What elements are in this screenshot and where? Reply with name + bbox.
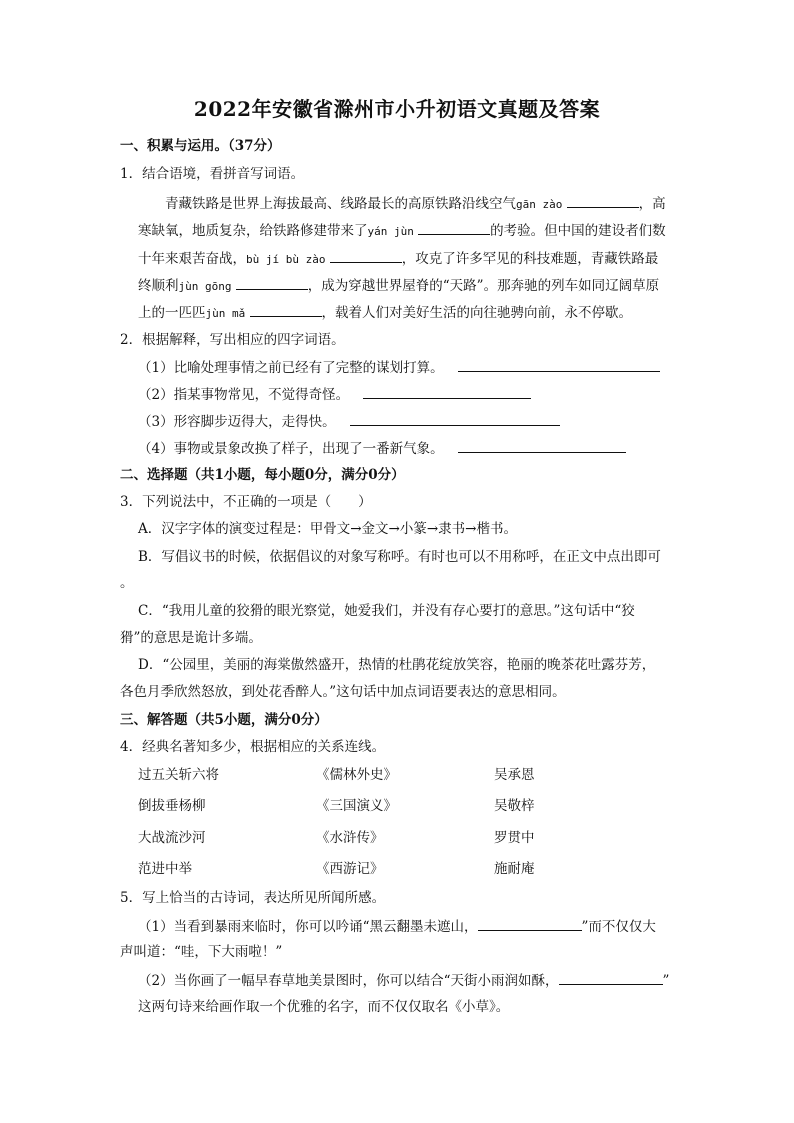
answer-blank[interactable]: [567, 193, 639, 208]
q5-item-2-line-1: [138, 970, 669, 991]
question-4-stem: 4．经典名著知多少，根据相应的关系连线。: [120, 739, 386, 755]
q4-book: 《水浒传》: [316, 830, 384, 846]
q1-text: 终顺利: [138, 278, 179, 294]
question-2-stem: 2．根据解释，写出相应的四字词语。: [120, 332, 345, 348]
document-title: 2022年安徽省滁州市小升初语文真题及答案: [193, 97, 601, 121]
q2-item-text: （1）比喻处理事情之前已经有了完整的谋划打算。: [138, 360, 444, 376]
answer-blank[interactable]: [363, 384, 531, 399]
q2-item-text: （4）事物或景象改换了样子，出现了一番新气象。: [138, 441, 444, 457]
q5-item-1-line-2: 声叫道：“哇，下大雨啦！”: [120, 944, 283, 960]
pinyin-jun-gong: jùn gōng: [178, 280, 232, 293]
section-heading-1: 一、积累与运用。（37分）: [120, 138, 281, 154]
q1-text: 上的一匹匹: [138, 305, 206, 321]
answer-blank[interactable]: [458, 438, 626, 453]
q1-text: ，载着人们对美好生活的向往驰骋向前，永不停歇。: [321, 305, 633, 321]
answer-blank[interactable]: [418, 220, 490, 235]
q4-book: 《三国演义》: [316, 798, 397, 814]
q4-author: 吴承恩: [494, 767, 535, 783]
q1-text: ，高: [638, 196, 666, 212]
q4-author: 施耐庵: [494, 861, 535, 877]
q3-option-a: A．汉字字体的演变过程是：甲骨文→金文→小篆→隶书→楷书。: [138, 521, 517, 537]
q1-text: ，攻克了许多罕见的科技难题，青藏铁路最: [401, 251, 659, 267]
answer-blank[interactable]: [458, 357, 660, 372]
q2-item-4: [138, 438, 626, 459]
q5-text: （2）当你画了一幅早春草地美景图时，你可以结合“天街小雨润如酥，: [138, 973, 559, 989]
q1-line-4: [138, 275, 659, 297]
q5-item-2-line-2: 这两句诗来给画作取一个优雅的名字，而不仅仅取名《小草》。: [138, 999, 510, 1015]
q4-author: 吴敬梓: [494, 798, 535, 814]
q2-item-text: （3）形容脚步迈得大，走得快。: [138, 414, 336, 430]
q2-item-text: （2）指某事物常见，不觉得奇怪。: [138, 387, 350, 403]
section-heading-3: 三、解答题（共5小题，满分0分）: [120, 712, 328, 728]
q4-event: 倒拔垂杨柳: [138, 798, 206, 814]
q4-book: 《西游记》: [316, 861, 384, 877]
answer-blank[interactable]: [236, 275, 308, 290]
pinyin-jun-ma: jùn mǎ: [205, 307, 246, 320]
pinyin-bu-ji-bu-zao: bù jí bù zào: [246, 253, 326, 266]
q3-option-c-line-2: 猾”的意思是诡计多端。: [120, 630, 262, 646]
q3-option-d-line-1: D．“公园里，美丽的海棠傲然盛开，热情的杜鹃花绽放笑容，艳丽的晚茶花吐露芬芳，: [138, 657, 656, 673]
q1-text: 十年来艰苦奋战，: [138, 251, 246, 267]
q4-event: 范进中举: [138, 861, 192, 877]
answer-blank[interactable]: [559, 970, 663, 985]
q5-text: ”: [662, 973, 670, 989]
question-1-stem: 1．结合语境，看拼音写词语。: [120, 166, 305, 182]
answer-blank[interactable]: [350, 411, 560, 426]
q4-author: 罗贯中: [494, 830, 535, 846]
q2-item-1: [138, 357, 660, 378]
q5-text: ”而不仅仅大: [581, 919, 656, 935]
q4-event: 大战流沙河: [138, 830, 206, 846]
q3-option-b-line-2: 。: [120, 575, 134, 591]
question-5-stem: 5．写上恰当的古诗词，表达所见所闻所感。: [120, 890, 386, 906]
q2-item-3: [138, 411, 560, 432]
q1-line-1: [165, 193, 666, 215]
q1-text: ，成为穿越世界屋脊的“天路”。那奔驰的列车如同辽阔草原: [307, 278, 660, 294]
q5-text: （1）当看到暴雨来临时，你可以吟诵“黑云翻墨未遮山，: [138, 919, 478, 935]
question-3-stem: 3．下列说法中，不正确的一项是（ ）: [120, 494, 372, 510]
answer-blank[interactable]: [478, 916, 582, 931]
q1-line-5: [138, 302, 632, 324]
q1-text: 的考验。但中国的建设者们数: [490, 223, 666, 239]
q3-option-d-line-2: 各色月季欣然怒放，到处花香醉人。”这句话中加点词语要表达的意思相同。: [120, 684, 566, 700]
answer-blank[interactable]: [330, 248, 402, 263]
answer-blank[interactable]: [250, 302, 322, 317]
q1-line-2: [138, 220, 666, 242]
q1-text: 青藏铁路是世界上海拔最高、线路最长的高原铁路沿线空气: [165, 196, 516, 212]
q3-option-b-line-1: B．写倡议书的时候，依据倡议的对象写称呼。有时也可以不用称呼，在正文中点出即可: [138, 549, 661, 565]
q1-line-3: [138, 248, 658, 270]
q4-event: 过五关斩六将: [138, 767, 219, 783]
q1-text: 寒缺氧，地质复杂，给铁路修建带来了: [138, 223, 368, 239]
q5-item-1-line-1: [138, 916, 656, 937]
q2-item-2: [138, 384, 531, 405]
q3-option-c-line-1: C．“我用儿童的狡猾的眼光察觉，她爱我们，并没有存心要打的意思。”这句话中“狡: [138, 603, 635, 619]
section-heading-2: 二、选择题（共1小题，每小题0分，满分0分）: [120, 467, 405, 483]
pinyin-yan-jun: yán jùn: [367, 225, 414, 238]
pinyin-gan-zao: gān zào: [516, 198, 563, 211]
q4-book: 《儒林外史》: [316, 767, 397, 783]
